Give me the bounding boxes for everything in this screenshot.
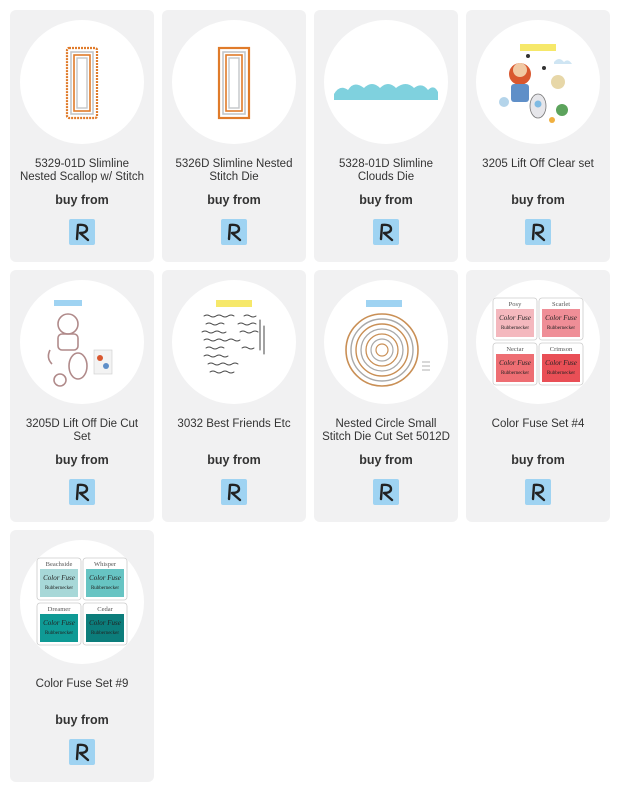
svg-text:Color Fuse: Color Fuse bbox=[89, 574, 121, 582]
ink-pad bbox=[539, 298, 583, 340]
ink-color-name: Nectar bbox=[506, 346, 524, 353]
svg-text:Rubbernecker: Rubbernecker bbox=[546, 326, 576, 331]
rubbernecker-logo-icon[interactable] bbox=[525, 219, 551, 245]
product-card bbox=[10, 530, 154, 782]
product-card bbox=[162, 270, 306, 522]
rubbernecker-logo-icon[interactable] bbox=[69, 219, 95, 245]
svg-text:Color Fuse: Color Fuse bbox=[499, 359, 531, 367]
product-image[interactable] bbox=[324, 280, 448, 404]
product-title[interactable]: Color Fuse Set #4 bbox=[491, 418, 585, 430]
rubbernecker-logo-icon[interactable] bbox=[373, 219, 399, 245]
product-title[interactable]: Color Fuse Set #9 bbox=[35, 678, 129, 690]
product-title[interactable]: 3032 Best Friends Etc bbox=[177, 418, 291, 430]
ink-color-name: Scarlet bbox=[551, 301, 571, 308]
ink-pad bbox=[37, 603, 81, 645]
product-image[interactable] bbox=[476, 280, 600, 404]
product-title[interactable]: 3205D Lift Off Die Cut Set bbox=[25, 418, 139, 443]
nested-circle-die-image bbox=[324, 280, 448, 404]
svg-text:Rubbernecker: Rubbernecker bbox=[500, 371, 530, 376]
svg-text:Color Fuse: Color Fuse bbox=[545, 314, 577, 322]
ink-color-name: Crimson bbox=[549, 346, 573, 353]
buy-from-label: buy from bbox=[55, 713, 109, 727]
rubbernecker-logo-icon[interactable] bbox=[69, 479, 95, 505]
svg-text:Color Fuse: Color Fuse bbox=[89, 619, 121, 627]
buy-from-label: buy from bbox=[359, 193, 413, 207]
svg-text:Rubbernecker: Rubbernecker bbox=[90, 631, 120, 636]
sentiment-stamp-image bbox=[172, 280, 296, 404]
nested-stitch-die-image bbox=[172, 20, 296, 144]
ink-color-name: Beachside bbox=[45, 561, 73, 568]
product-image[interactable] bbox=[476, 20, 600, 144]
rubbernecker-logo-icon[interactable] bbox=[221, 219, 247, 245]
buy-from-label: buy from bbox=[359, 453, 413, 467]
svg-text:Rubbernecker: Rubbernecker bbox=[90, 586, 120, 591]
lift-off-stamp-image bbox=[476, 20, 600, 144]
buy-from-label: buy from bbox=[55, 453, 109, 467]
product-card bbox=[466, 10, 610, 262]
product-card bbox=[314, 270, 458, 522]
buy-from-label: buy from bbox=[511, 453, 565, 467]
rubbernecker-logo-icon[interactable] bbox=[69, 739, 95, 765]
ink-pad bbox=[539, 343, 583, 385]
ink-color-name: Dreamer bbox=[47, 606, 71, 613]
buy-from-label: buy from bbox=[207, 193, 261, 207]
svg-text:Rubbernecker: Rubbernecker bbox=[44, 586, 74, 591]
lift-off-die-image bbox=[20, 280, 144, 404]
product-title[interactable]: 5328-01D Slimline Clouds Die bbox=[339, 158, 433, 183]
color-fuse-pink-ink-pads-image bbox=[476, 280, 600, 404]
product-card bbox=[466, 270, 610, 522]
ink-pad bbox=[83, 558, 127, 600]
ink-color-name: Whisper bbox=[93, 561, 117, 568]
product-image[interactable] bbox=[20, 280, 144, 404]
clouds-die-image bbox=[324, 20, 448, 144]
ink-pad bbox=[493, 298, 537, 340]
nested-scallop-die-image bbox=[20, 20, 144, 144]
product-image[interactable] bbox=[20, 20, 144, 144]
rubbernecker-logo-icon[interactable] bbox=[373, 479, 399, 505]
product-title[interactable]: Nested Circle Small Stitch Die Cut Set 5012D bbox=[322, 418, 450, 443]
svg-text:Rubbernecker: Rubbernecker bbox=[500, 326, 530, 331]
buy-from-label: buy from bbox=[511, 193, 565, 207]
rubbernecker-logo-icon[interactable] bbox=[221, 479, 247, 505]
product-image[interactable] bbox=[324, 20, 448, 144]
ink-pad bbox=[83, 603, 127, 645]
svg-text:Rubbernecker: Rubbernecker bbox=[44, 631, 74, 636]
ink-color-name: Posy bbox=[508, 301, 522, 308]
product-card bbox=[10, 270, 154, 522]
product-image[interactable] bbox=[172, 280, 296, 404]
buy-from-label: buy from bbox=[207, 453, 261, 467]
ink-color-name: Cedar bbox=[97, 606, 113, 613]
product-image[interactable] bbox=[20, 540, 144, 664]
product-card bbox=[162, 10, 306, 262]
rubbernecker-logo-icon[interactable] bbox=[525, 479, 551, 505]
product-image[interactable] bbox=[172, 20, 296, 144]
svg-text:Color Fuse: Color Fuse bbox=[545, 359, 577, 367]
color-fuse-teal-ink-pads-image bbox=[20, 540, 144, 664]
ink-pad bbox=[37, 558, 81, 600]
product-card bbox=[314, 10, 458, 262]
buy-from-label: buy from bbox=[55, 193, 109, 207]
ink-pad bbox=[493, 343, 537, 385]
product-card bbox=[10, 10, 154, 262]
product-title[interactable]: 5326D Slimline Nested Stitch Die bbox=[175, 158, 293, 183]
svg-text:Rubbernecker: Rubbernecker bbox=[546, 371, 576, 376]
svg-text:Color Fuse: Color Fuse bbox=[499, 314, 531, 322]
product-title[interactable]: 5329-01D Slimline Nested Scallop w/ Stitch bbox=[19, 158, 144, 183]
svg-text:Color Fuse: Color Fuse bbox=[43, 619, 75, 627]
product-title[interactable]: 3205 Lift Off Clear set bbox=[482, 158, 594, 170]
svg-text:Color Fuse: Color Fuse bbox=[43, 574, 75, 582]
